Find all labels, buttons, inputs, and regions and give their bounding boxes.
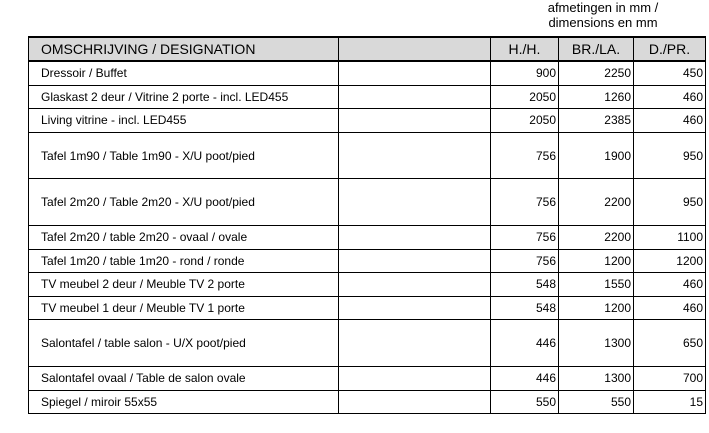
- row-height: 2050: [491, 85, 559, 109]
- row-depth: 950: [634, 179, 706, 226]
- row-depth: 1200: [634, 249, 706, 273]
- table-row: [29, 85, 706, 109]
- row-description: Salontafel ovaal / Table de salon ovale: [29, 366, 339, 390]
- row-height: 548: [491, 296, 559, 320]
- dimensions-table: [28, 36, 706, 414]
- row-depth: 950: [634, 132, 706, 179]
- row-height: 756: [491, 179, 559, 226]
- row-description: Spiegel / miroir 55x55: [29, 390, 339, 414]
- units-note: [528, 0, 678, 30]
- table-row: [29, 249, 706, 273]
- column-header-width: BR./LA.: [559, 37, 634, 61]
- row-blank-cell: [339, 320, 491, 367]
- row-blank-cell: [339, 273, 491, 297]
- table-row: [29, 132, 706, 179]
- row-width: 2200: [559, 225, 634, 249]
- row-depth: 700: [634, 366, 706, 390]
- row-description: Living vitrine - incl. LED455: [29, 109, 339, 133]
- table-row: [29, 61, 706, 85]
- column-header-blank: [339, 37, 491, 61]
- row-width: 1900: [559, 132, 634, 179]
- row-blank-cell: [339, 85, 491, 109]
- row-blank-cell: [339, 132, 491, 179]
- row-description: Tafel 1m90 / Table 1m90 - X/U poot/pied: [29, 132, 339, 179]
- row-width: 1260: [559, 85, 634, 109]
- row-blank-cell: [339, 179, 491, 226]
- table-row: [29, 366, 706, 390]
- table-row: [29, 225, 706, 249]
- row-depth: 450: [634, 61, 706, 85]
- row-height: 756: [491, 132, 559, 179]
- row-height: 756: [491, 249, 559, 273]
- row-description: Dressoir / Buffet: [29, 61, 339, 85]
- row-depth: 15: [634, 390, 706, 414]
- table-body: [29, 61, 706, 414]
- row-width: 2200: [559, 179, 634, 226]
- row-height: 446: [491, 320, 559, 367]
- row-blank-cell: [339, 225, 491, 249]
- table-row: [29, 273, 706, 297]
- row-width: 550: [559, 390, 634, 414]
- column-header-description: OMSCHRIJVING / DESIGNATION: [29, 37, 339, 61]
- units-note-line-2: dimensions en mm: [548, 15, 658, 30]
- row-depth: 1100: [634, 225, 706, 249]
- table-row: [29, 390, 706, 414]
- row-width: 1200: [559, 296, 634, 320]
- row-width: 2250: [559, 61, 634, 85]
- row-width: 1300: [559, 320, 634, 367]
- row-width: 1300: [559, 366, 634, 390]
- column-header-height: H./H.: [491, 37, 559, 61]
- row-description: Tafel 2m20 / table 2m20 - ovaal / ovale: [29, 225, 339, 249]
- table-row: [29, 179, 706, 226]
- row-blank-cell: [339, 296, 491, 320]
- table-row: [29, 296, 706, 320]
- row-description: TV meubel 1 deur / Meuble TV 1 porte: [29, 296, 339, 320]
- row-description: Tafel 2m20 / Table 2m20 - X/U poot/pied: [29, 179, 339, 226]
- row-height: 548: [491, 273, 559, 297]
- row-depth: 460: [634, 85, 706, 109]
- row-description: TV meubel 2 deur / Meuble TV 2 porte: [29, 273, 339, 297]
- row-depth: 460: [634, 296, 706, 320]
- units-note-line-1: afmetingen in mm /: [547, 0, 659, 15]
- row-blank-cell: [339, 366, 491, 390]
- table-row: [29, 109, 706, 133]
- row-description: Tafel 1m20 / table 1m20 - rond / ronde: [29, 249, 339, 273]
- row-height: 2050: [491, 109, 559, 133]
- row-height: 900: [491, 61, 559, 85]
- row-width: 2385: [559, 109, 634, 133]
- row-height: 446: [491, 366, 559, 390]
- row-description: Glaskast 2 deur / Vitrine 2 porte - incl. LED455: [29, 85, 339, 109]
- table-row: [29, 320, 706, 367]
- row-depth: 460: [634, 273, 706, 297]
- row-depth: 650: [634, 320, 706, 367]
- column-header-depth: D./PR.: [634, 37, 706, 61]
- row-width: 1550: [559, 273, 634, 297]
- table-header-row: [29, 37, 706, 61]
- row-blank-cell: [339, 390, 491, 414]
- row-width: 1200: [559, 249, 634, 273]
- row-blank-cell: [339, 61, 491, 85]
- row-blank-cell: [339, 249, 491, 273]
- row-blank-cell: [339, 109, 491, 133]
- row-description: Salontafel / table salon - U/X poot/pied: [29, 320, 339, 367]
- row-height: 550: [491, 390, 559, 414]
- row-height: 756: [491, 225, 559, 249]
- row-depth: 460: [634, 109, 706, 133]
